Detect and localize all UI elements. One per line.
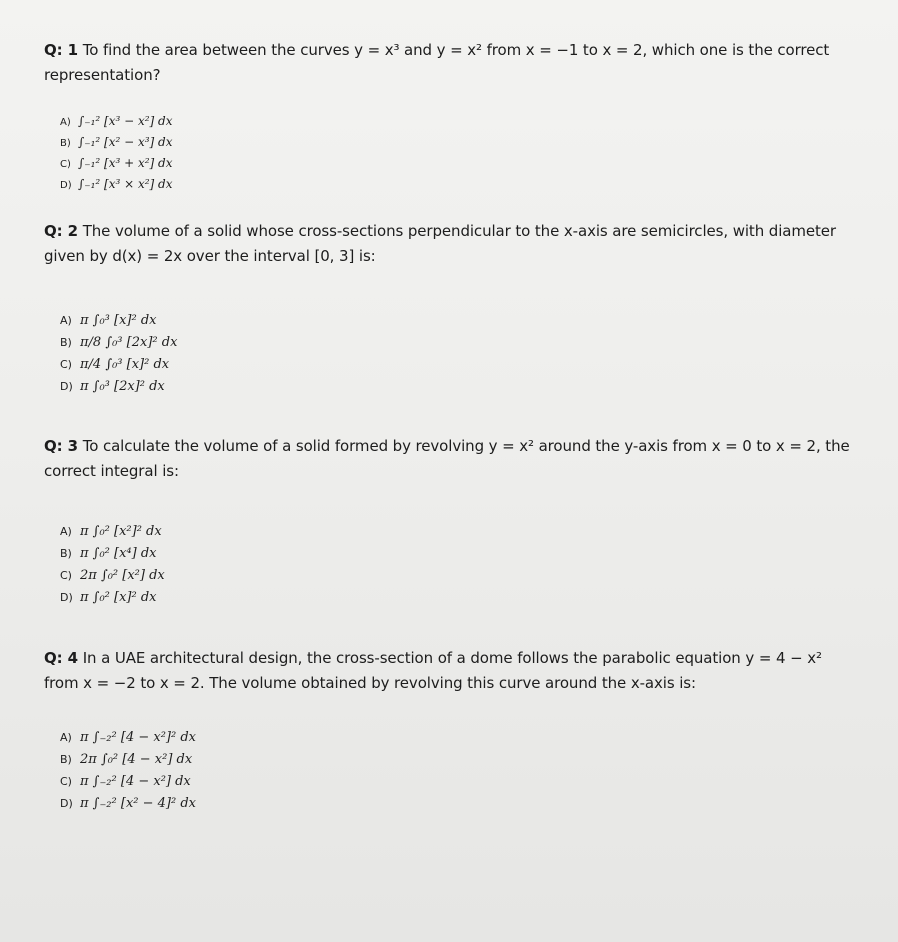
option-d[interactable]: D) π ∫₀³ [2x]² dx bbox=[60, 379, 165, 394]
question-number: Q: 2 bbox=[44, 222, 79, 240]
question-text bbox=[44, 38, 854, 88]
question-text bbox=[44, 646, 854, 696]
option-d[interactable]: D) ∫₋₁² [x³ × x²] dx bbox=[60, 177, 173, 191]
option-a[interactable]: A) π ∫₀² [x²]² dx bbox=[60, 524, 162, 539]
question-body: To calculate the volume of a solid formed by revolving y = x² around the y-axis from x = 0 to x = 2, the correct integral is: bbox=[44, 437, 850, 480]
question-2 bbox=[44, 219, 854, 394]
option-b[interactable]: B) ∫₋₁² [x² − x³] dx bbox=[60, 135, 173, 149]
options-list bbox=[60, 114, 173, 198]
option-a[interactable]: A) ∫₋₁² [x³ − x²] dx bbox=[60, 114, 173, 128]
option-b[interactable]: B) π ∫₀² [x⁴] dx bbox=[60, 546, 157, 561]
options-list bbox=[60, 313, 177, 401]
option-b[interactable]: B) 2π ∫₀² [4 − x²] dx bbox=[60, 752, 193, 767]
question-3 bbox=[44, 434, 854, 605]
question-text bbox=[44, 434, 854, 484]
question-body: The volume of a solid whose cross-sections perpendicular to the x-axis are semicircles, with diameter given by d(x) = 2x over the interval [0, 3] is: bbox=[44, 222, 836, 265]
option-d[interactable]: D) π ∫₀² [x]² dx bbox=[60, 590, 157, 605]
option-c[interactable]: C) 2π ∫₀² [x²] dx bbox=[60, 568, 165, 583]
question-number: Q: 1 bbox=[44, 41, 79, 59]
options-list bbox=[60, 730, 196, 818]
option-c[interactable]: C) ∫₋₁² [x³ + x²] dx bbox=[60, 156, 173, 170]
options-list bbox=[60, 524, 165, 612]
question-4 bbox=[44, 646, 854, 811]
question-number: Q: 3 bbox=[44, 437, 79, 455]
option-a[interactable]: A) π ∫₋₂² [4 − x²]² dx bbox=[60, 730, 196, 745]
question-body: To find the area between the curves y = x³ and y = x² from x = −1 to x = 2, which one is the correct representation? bbox=[44, 41, 830, 84]
option-c[interactable]: C) π ∫₋₂² [4 − x²] dx bbox=[60, 774, 191, 789]
option-d[interactable]: D) π ∫₋₂² [x² − 4]² dx bbox=[60, 796, 196, 811]
question-text bbox=[44, 219, 854, 269]
question-1 bbox=[44, 38, 854, 191]
option-b[interactable]: B) π/8 ∫₀³ [2x]² dx bbox=[60, 335, 178, 350]
option-c[interactable]: C) π/4 ∫₀³ [x]² dx bbox=[60, 357, 170, 372]
question-number: Q: 4 bbox=[44, 649, 79, 667]
question-body: In a UAE architectural design, the cross-section of a dome follows the parabolic equation y = 4 − x² from x = −2 to x = 2. The volume obtained by revolving this curve around the x-axis is: bbox=[44, 649, 822, 692]
option-a[interactable]: A) π ∫₀³ [x]² dx bbox=[60, 313, 157, 328]
